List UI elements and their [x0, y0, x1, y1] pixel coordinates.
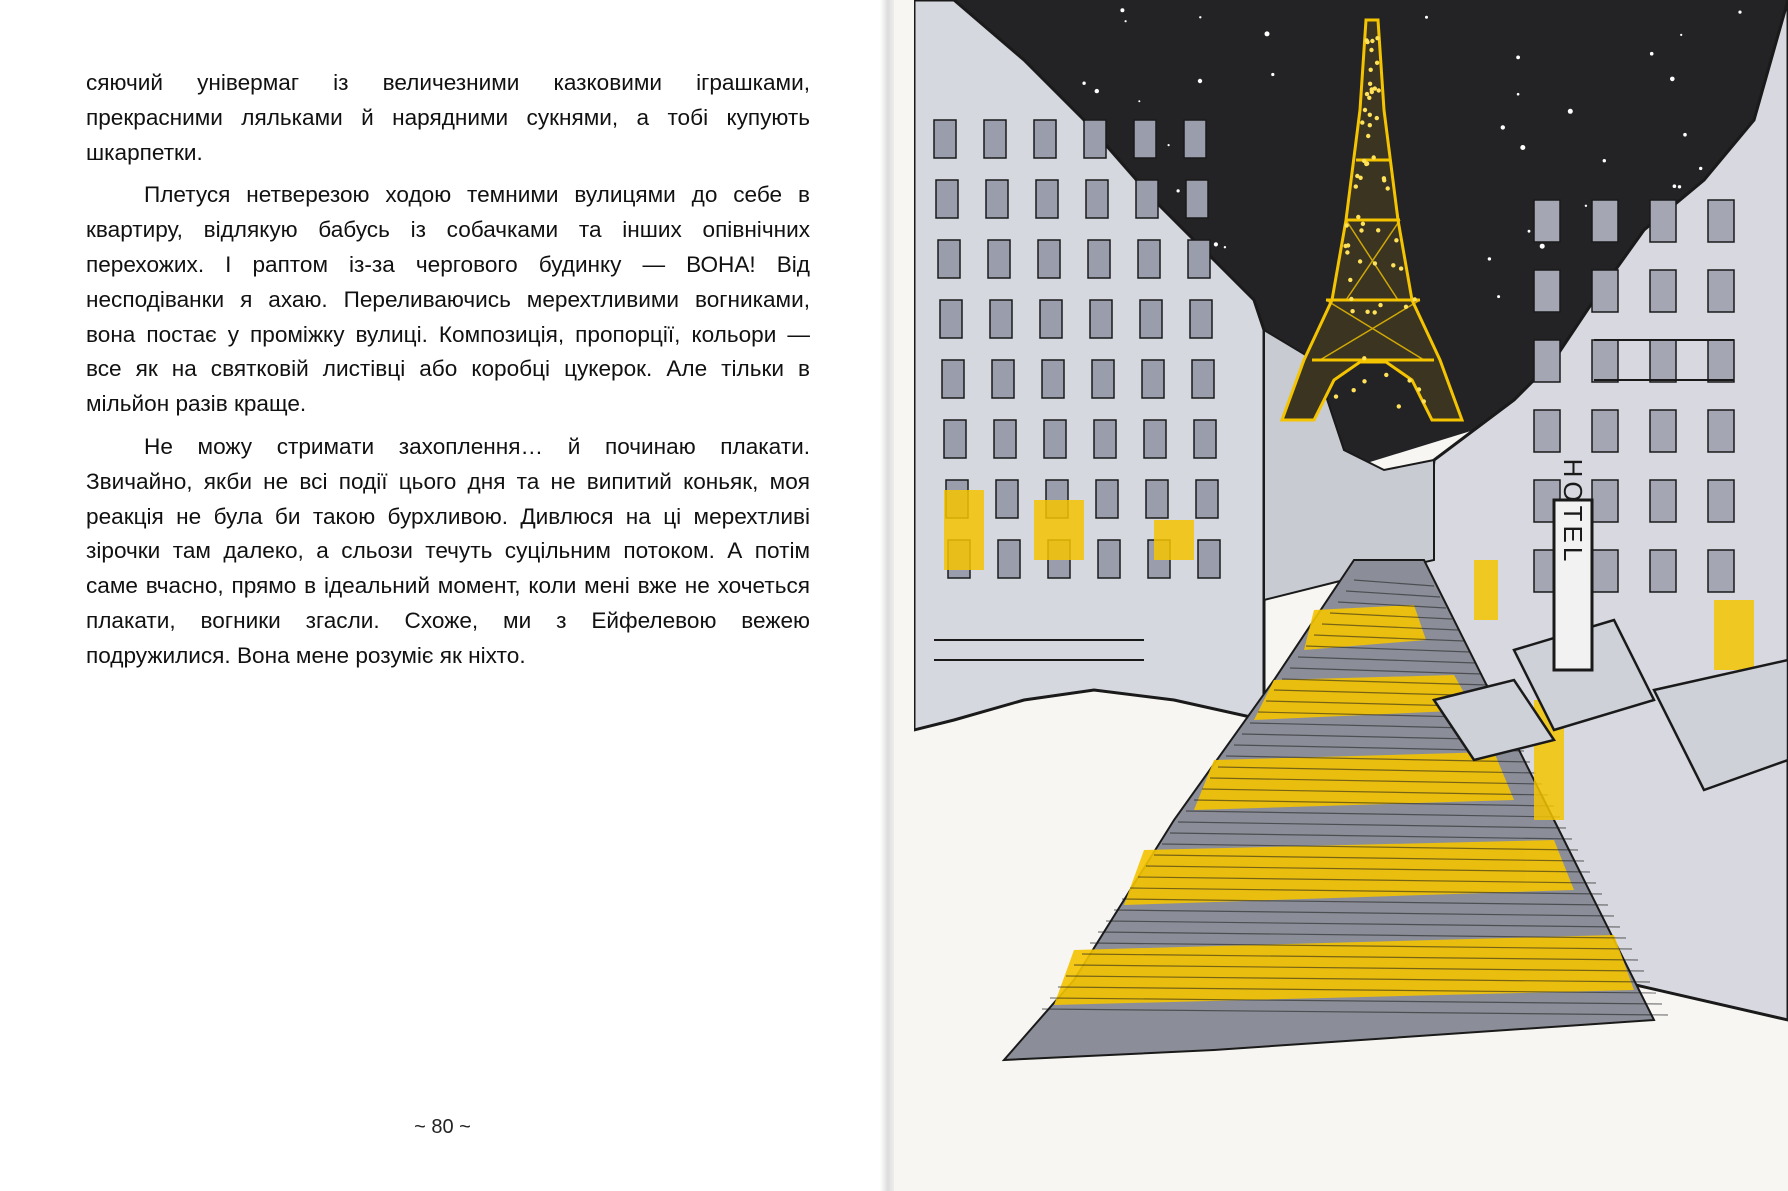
window [1036, 180, 1058, 218]
tower-light [1413, 297, 1417, 301]
window [1184, 120, 1206, 158]
star [1138, 100, 1140, 102]
star [1082, 82, 1085, 85]
window [1708, 480, 1734, 522]
tower-light [1360, 120, 1364, 124]
window [944, 420, 966, 458]
window [1034, 120, 1056, 158]
window [1650, 340, 1676, 382]
star [1568, 109, 1573, 114]
window [996, 480, 1018, 518]
tower-light [1365, 162, 1369, 166]
tower-light [1356, 215, 1360, 219]
tower-light [1366, 134, 1370, 138]
window [1186, 180, 1208, 218]
star [1650, 52, 1654, 56]
window [1098, 540, 1120, 578]
star [1224, 246, 1226, 248]
tower-light [1373, 261, 1377, 265]
tower-light [1355, 174, 1359, 178]
tower-light [1334, 394, 1338, 398]
tower-light [1397, 404, 1401, 408]
star [1540, 244, 1545, 249]
tower-light [1363, 108, 1367, 112]
window [938, 240, 960, 278]
star [1603, 159, 1606, 162]
window [1650, 200, 1676, 242]
window [1650, 410, 1676, 452]
window [1192, 360, 1214, 398]
tower-light [1365, 92, 1369, 96]
window [1534, 270, 1560, 312]
window [1708, 410, 1734, 452]
paris-street-illustration [914, 0, 1788, 1172]
tower-light [1370, 87, 1374, 91]
star [1168, 144, 1170, 146]
window [1136, 180, 1158, 218]
window [1534, 340, 1560, 382]
window [1534, 200, 1560, 242]
tower-light [1349, 297, 1353, 301]
star [1265, 31, 1270, 36]
window [1196, 480, 1218, 518]
window [1042, 360, 1064, 398]
window [1708, 550, 1734, 592]
paragraph: сяючий універмаг із величезними казковими іграшками, прекрасними ляльками й нарядними сукнями, а тобі купують шкарпетки. [86, 70, 810, 165]
tower-light [1373, 310, 1377, 314]
star [1125, 20, 1127, 22]
window [1592, 410, 1618, 452]
window [1140, 300, 1162, 338]
tower-light [1352, 388, 1356, 392]
tower-light [1384, 373, 1388, 377]
window [1040, 300, 1062, 338]
star [1501, 125, 1505, 129]
star [1670, 77, 1675, 82]
tower-light [1386, 186, 1390, 190]
tower-light [1369, 48, 1373, 52]
window [1592, 550, 1618, 592]
window [1198, 540, 1220, 578]
star [1699, 167, 1702, 170]
window [936, 180, 958, 218]
paragraph: Не можу стримати захоплення… й починаю плакати. Звичайно, якби не всі події цього дня та не випитий коньяк, моя реакція не була би такою бурхливою. Дивлюся на ці мерехтливі зірочки там далеко, а сльози течуть суцільним потоком. А потім саме вчасно, прямо в ідеальний момент, коли мені вже не хочеться плакати, вогники згасли. Схоже, ми з Ейфелевою вежею подружилися. Вона мене розуміє як ніхто. [86, 433, 810, 668]
tower-light [1367, 96, 1371, 100]
window [940, 300, 962, 338]
tower-light [1376, 228, 1380, 232]
window [1592, 270, 1618, 312]
window [998, 540, 1020, 578]
star [1177, 189, 1180, 192]
window [1144, 420, 1166, 458]
paragraph: Плетуся нетверезою ходою темними вулицями до себе в квартиру, відлякую бабусь із собачками та інших опівнічних перехожих. І раптом із-за чергового будинку — ВОНА! Від несподіванки я ахаю. Переливаючись мерехтливими вогниками, вона постає у проміжку вулиці. Композиція, пропорції, кольори — все як на святковій листівці або коробці цукерок. Але тільки в мільйон разів краще. [86, 182, 810, 417]
tower-light [1372, 155, 1376, 159]
star [1673, 184, 1677, 188]
tower-light [1422, 399, 1426, 403]
tower-light [1362, 379, 1366, 383]
tower-light [1359, 228, 1363, 232]
body-text [86, 66, 810, 682]
window [1708, 270, 1734, 312]
window [942, 360, 964, 398]
window [1534, 410, 1560, 452]
star [1738, 11, 1741, 14]
star [1120, 8, 1124, 12]
tower-light [1348, 278, 1352, 282]
star [1678, 185, 1681, 188]
tower-light [1368, 123, 1372, 127]
window [1094, 420, 1116, 458]
star [1680, 34, 1682, 36]
page-number: ~ 80 ~ [414, 1116, 471, 1138]
star [1199, 16, 1201, 18]
window [1708, 200, 1734, 242]
tower-light [1368, 113, 1372, 117]
window [1194, 420, 1216, 458]
tower-light [1365, 310, 1369, 314]
window [1188, 240, 1210, 278]
star [1425, 16, 1428, 19]
window [1592, 200, 1618, 242]
window [1146, 480, 1168, 518]
tower-light [1361, 222, 1365, 226]
tower-light [1417, 387, 1421, 391]
star [1517, 93, 1520, 96]
window [1142, 360, 1164, 398]
star [1271, 73, 1274, 76]
tower-light [1375, 116, 1379, 120]
hotel-sign-text: HOTEL [1558, 458, 1588, 566]
window [1038, 240, 1060, 278]
window [1096, 480, 1118, 518]
window [1084, 120, 1106, 158]
window [1592, 480, 1618, 522]
window [990, 300, 1012, 338]
star [1198, 79, 1202, 83]
window [1138, 240, 1160, 278]
tower-light [1350, 309, 1354, 313]
tower-light [1354, 184, 1358, 188]
window [1190, 300, 1212, 338]
window [1650, 270, 1676, 312]
window [984, 120, 1006, 158]
window [986, 180, 1008, 218]
tower-light [1362, 356, 1366, 360]
window [1592, 340, 1618, 382]
star [1516, 56, 1520, 60]
window [994, 420, 1016, 458]
window [1134, 120, 1156, 158]
window [1650, 550, 1676, 592]
window [1088, 240, 1110, 278]
window [992, 360, 1014, 398]
star [1095, 89, 1099, 93]
tower-light [1382, 176, 1386, 180]
left-page [0, 0, 885, 1191]
window [1650, 480, 1676, 522]
star [1520, 145, 1525, 150]
window [1090, 300, 1112, 338]
tower-light [1377, 88, 1381, 92]
tower-light [1345, 223, 1349, 227]
tower-light [1368, 82, 1372, 86]
window [1708, 340, 1734, 382]
star [1214, 242, 1218, 246]
tower-light [1404, 305, 1408, 309]
tower-light [1365, 40, 1369, 44]
window [988, 240, 1010, 278]
star [1488, 257, 1491, 260]
hotel-sign [1554, 459, 1592, 670]
window [934, 120, 956, 158]
tower-light [1370, 39, 1374, 43]
right-page [894, 0, 1788, 1191]
tower-light [1346, 243, 1350, 247]
tower-light [1345, 250, 1349, 254]
star [1528, 230, 1531, 233]
star [1497, 295, 1500, 298]
window [1086, 180, 1108, 218]
star [1585, 205, 1587, 207]
star [1683, 133, 1687, 137]
tower-light [1375, 36, 1379, 40]
window [1044, 420, 1066, 458]
tower-light [1394, 238, 1398, 242]
tower-light [1407, 378, 1411, 382]
tower-light [1378, 303, 1382, 307]
tower-light [1358, 259, 1362, 263]
tower-light [1399, 266, 1403, 270]
tower-light [1369, 68, 1373, 72]
tower-light [1391, 263, 1395, 267]
window [1092, 360, 1114, 398]
tower-light [1375, 61, 1379, 65]
